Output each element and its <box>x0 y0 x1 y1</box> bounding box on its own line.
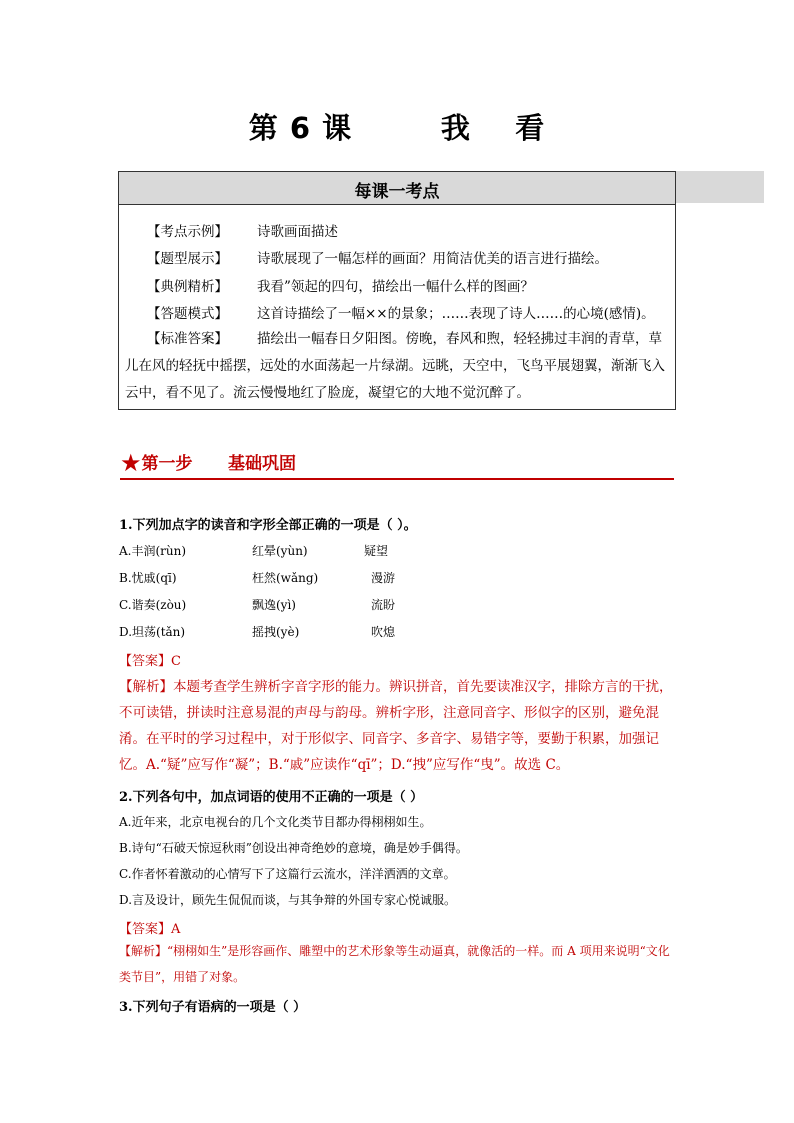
question-2-analysis: 【解析】“栩栩如生”是形容画作、雕塑中的艺术形象等生动逼真，就像活的一样。而 A 项用来说明“文化类节目”，用错了对象。 <box>119 944 670 984</box>
question-2-option: C.作者怀着激动的心情写下了这篇行云流水，洋洋洒洒的文章。 <box>119 867 456 881</box>
option-word: 吹熄 <box>371 625 396 639</box>
kaodian-item <box>147 302 655 322</box>
kaodian-text: 这首诗描绘了一幅××的景象；……表现了诗人……的心境(感情)。 <box>257 306 655 322</box>
kaodian-answer-label: 【标准答案】 <box>147 331 228 347</box>
kaodian-text: 诗歌展现了一幅怎样的画面？用简洁优美的语言进行描绘。 <box>257 251 608 267</box>
kaodian-item <box>147 220 338 240</box>
star-icon: ★ <box>120 449 142 477</box>
question-1-analysis: 【解析】本题考查学生辨析字音字形的能力。辨识拼音，首先要读准汉字，排除方言的干扰，不可读错，拼读时注意易混的声母与韵母。辨析字形，注意同音字、形似字的区别，避免混淆。在平时的学习过程中，对于形似字、同音字、多音字、易错字等，要勤于积累，加强记忆。A.“疑”应写作“凝”；B.“戚”应读作“qī”；D.“拽”应写作“曳”。故选 C。 <box>119 679 673 773</box>
kaodian-heading: 每课一考点 <box>354 182 440 202</box>
kaodian-item <box>147 247 608 267</box>
kaodian-header <box>119 172 675 205</box>
question-2-stem: 2.下列各句中，加点词语的使用不正确的一项是（ ） <box>119 790 424 805</box>
page-title: 第 6 课 我 看 <box>248 111 546 145</box>
option-word: A.丰润(rùn) <box>119 544 187 558</box>
option-word: 疑望 <box>364 544 389 558</box>
kaodian-text: 诗歌画面描述 <box>257 224 338 240</box>
question-1-answer: 【答案】C <box>119 654 181 669</box>
kaodian-label: 【考点示例】 <box>147 224 228 240</box>
step-divider <box>120 478 674 480</box>
kaodian-text: 我看”领起的四句，描绘出一幅什么样的图画？ <box>257 279 534 295</box>
question-3-stem: 3.下列句子有语病的一项是（ ） <box>119 1000 307 1015</box>
kaodian-answer-text: 描绘出一幅春日夕阳图。傍晚，春风和煦，轻轻拂过丰润的青草，草儿在风的轻抚中摇摆，远处的水面荡起一片绿湖。远眺，天空中，飞鸟平展翅翼，渐渐飞入云中，看不见了。流云慢慢地红了脸庞，凝望它的大地不觉沉醉了。 <box>125 331 665 401</box>
option-word: B.忧戚(qī) <box>119 571 177 585</box>
question-2-option: D.言及设计，顾先生侃侃而谈，与其争辩的外国专家心悦诚服。 <box>119 893 457 907</box>
kaodian-item <box>147 275 534 295</box>
question-2-answer: 【答案】A <box>119 922 181 937</box>
option-word: 红晕(yùn) <box>252 544 308 558</box>
question-1-stem: 1.下列加点字的读音和字形全部正确的一项是（ ）。 <box>119 518 417 533</box>
step-label: 第一步 基础巩固 <box>141 454 297 474</box>
kaodian-box <box>118 171 676 410</box>
kaodian-label: 【答题模式】 <box>147 306 228 322</box>
header-band-extension <box>676 171 764 203</box>
step-heading <box>120 449 296 477</box>
option-word: 摇拽(yè) <box>252 625 300 639</box>
kaodian-label: 【题型展示】 <box>147 251 228 267</box>
option-word: 流盼 <box>371 598 396 612</box>
option-word: 漫游 <box>371 571 396 585</box>
option-word: 飘逸(yì) <box>252 598 296 612</box>
question-2-option: A.近年来，北京电视台的几个文化类节目都办得栩栩如生。 <box>119 815 432 829</box>
kaodian-label: 【典例精析】 <box>147 279 228 295</box>
kaodian-answer <box>125 326 673 407</box>
question-2-option: B.诗句“石破天惊逗秋雨”创设出神奇绝妙的意境，确是妙手偶得。 <box>119 841 468 855</box>
option-word: 枉然(wǎng) <box>252 571 319 585</box>
option-word: C.谐奏(zòu) <box>119 598 187 612</box>
option-word: D.坦荡(tǎn) <box>119 625 186 639</box>
